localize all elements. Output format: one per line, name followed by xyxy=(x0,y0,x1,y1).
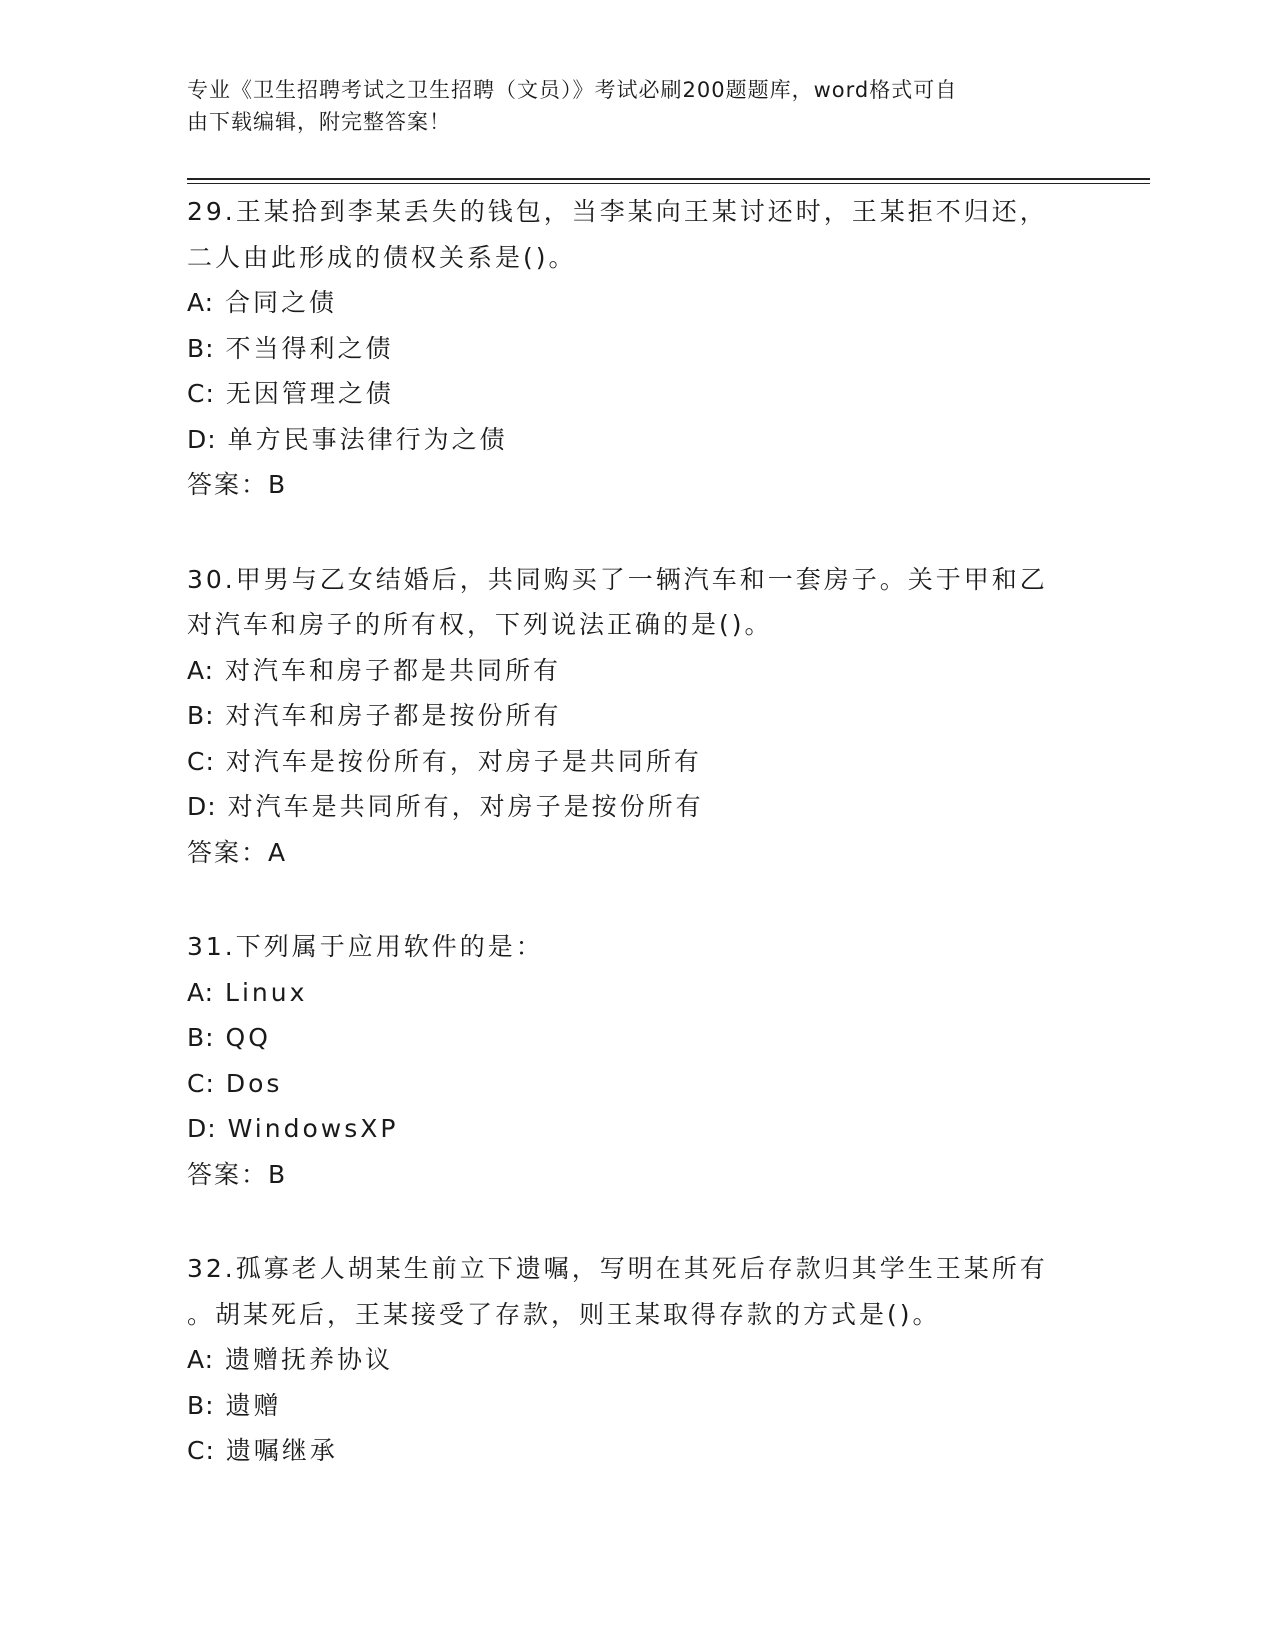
option-text: WindowsXP xyxy=(227,1114,399,1143)
option-text: 无因管理之债 xyxy=(225,379,394,408)
option-text: 对汽车和房子都是按份所有 xyxy=(225,701,562,730)
option-b xyxy=(187,693,1067,739)
option-label: A: xyxy=(187,977,215,1007)
document-header xyxy=(187,74,1067,138)
question-31 xyxy=(187,924,1067,1197)
question-stem xyxy=(187,557,1067,648)
option-label: C: xyxy=(187,379,215,408)
option-text: 遗嘱继承 xyxy=(225,1436,338,1465)
option-label: B: xyxy=(187,333,215,363)
option-text: 对汽车和房子都是共同所有 xyxy=(225,655,562,685)
header-divider-thick xyxy=(187,178,1150,180)
option-d xyxy=(187,784,1067,830)
option-text: 对汽车是共同所有，对房子是按份所有 xyxy=(227,792,704,821)
option-a xyxy=(187,1337,1067,1383)
answer-line: 答案：B xyxy=(187,470,288,499)
header-line-1: 专业《卫生招聘考试之卫生招聘（文员）》考试必刷200题题库，word格式可自 xyxy=(187,78,958,102)
option-label: C: xyxy=(187,1436,215,1465)
option-d xyxy=(187,417,1067,463)
question-stem-line: 二人由此形成的债权关系是()。 xyxy=(187,242,577,272)
question-stem xyxy=(187,924,1067,970)
question-32 xyxy=(187,1246,1067,1474)
option-label: C: xyxy=(187,746,215,776)
option-label: D: xyxy=(187,792,217,821)
answer-line: 答案：B xyxy=(187,1159,288,1189)
question-stem-line: 对汽车和房子的所有权，下列说法正确的是()。 xyxy=(187,610,773,639)
option-text: 合同之债 xyxy=(225,288,338,317)
option-c xyxy=(187,739,1067,785)
option-label: C: xyxy=(187,1068,215,1098)
option-a xyxy=(187,648,1067,694)
question-29 xyxy=(187,189,1067,508)
option-c xyxy=(187,1428,1067,1474)
option-label: A: xyxy=(187,288,215,317)
option-text: QQ xyxy=(225,1023,271,1052)
option-text: 对汽车是按份所有，对房子是共同所有 xyxy=(225,746,702,776)
option-label: A: xyxy=(187,1345,215,1374)
option-a xyxy=(187,280,1067,326)
option-text: 遗赠 xyxy=(225,1390,282,1420)
header-line-2: 由下载编辑，附完整答案！ xyxy=(187,110,451,134)
question-stem-line: 31.下列属于应用软件的是： xyxy=(187,932,544,961)
option-text: 不当得利之债 xyxy=(225,333,394,363)
option-label: D: xyxy=(187,1114,217,1143)
option-b xyxy=(187,1015,1067,1061)
question-stem-line: 。胡某死后，王某接受了存款，则王某取得存款的方式是()。 xyxy=(187,1299,941,1329)
option-label: B: xyxy=(187,701,215,730)
option-d xyxy=(187,1106,1067,1152)
question-stem xyxy=(187,189,1067,280)
header-divider-thin xyxy=(187,183,1150,184)
option-b xyxy=(187,326,1067,372)
option-label: B: xyxy=(187,1023,215,1052)
option-label: D: xyxy=(187,424,217,454)
question-stem-line: 30.甲男与乙女结婚后，共同购买了一辆汽车和一套房子。关于甲和乙 xyxy=(187,564,1048,594)
answer-line: 答案：A xyxy=(187,837,288,867)
option-label: A: xyxy=(187,655,215,685)
option-text: Dos xyxy=(225,1068,283,1098)
question-stem xyxy=(187,1246,1067,1337)
option-c xyxy=(187,371,1067,417)
option-text: Linux xyxy=(225,977,308,1007)
question-30 xyxy=(187,557,1067,876)
question-stem-line: 32.孤寡老人胡某生前立下遗嘱，写明在其死后存款归其学生王某所有 xyxy=(187,1254,1048,1283)
option-b xyxy=(187,1383,1067,1429)
option-text: 遗赠抚养协议 xyxy=(225,1345,394,1374)
option-a xyxy=(187,970,1067,1016)
question-stem-line: 29.王某拾到李某丢失的钱包，当李某向王某讨还时，王某拒不归还， xyxy=(187,197,1048,226)
option-text: 单方民事法律行为之债 xyxy=(227,424,508,454)
question-list xyxy=(187,189,1067,1523)
option-c xyxy=(187,1061,1067,1107)
option-label: B: xyxy=(187,1390,215,1420)
